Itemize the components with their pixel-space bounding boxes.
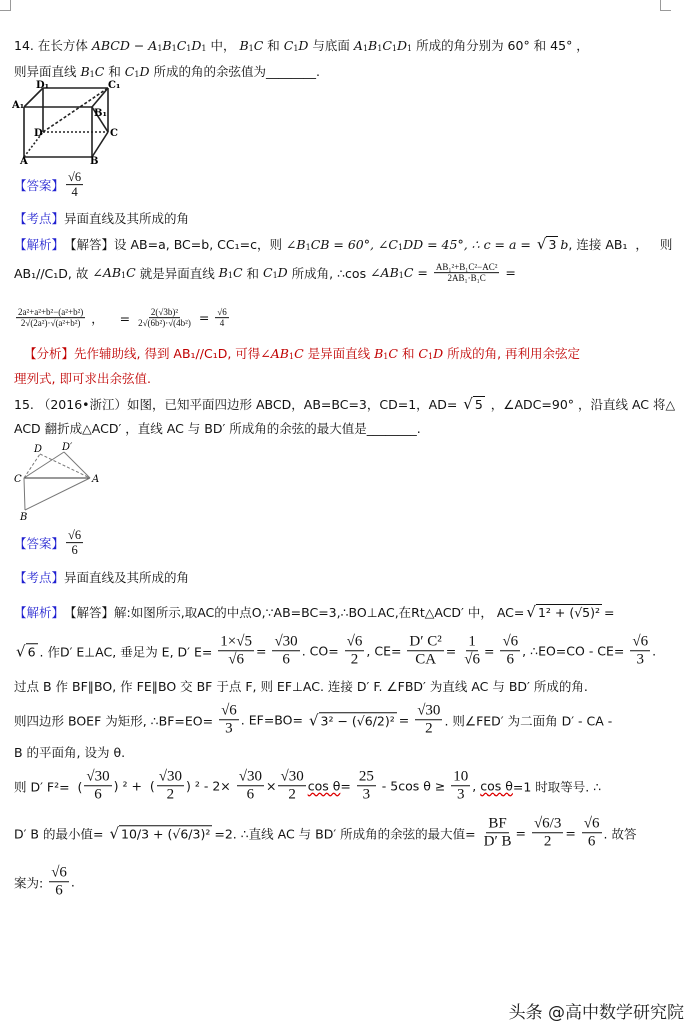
page-corner-mark-left [0, 0, 11, 11]
fraction-denominator: 6 [246, 786, 255, 803]
fraction-numerator: √6 [500, 633, 520, 651]
radicand: 5 [474, 397, 483, 412]
fraction-denominator: 2AB₁·B₁C [447, 273, 486, 284]
q15-question-line-1 [14, 395, 675, 413]
subscript: 1 [305, 242, 311, 252]
text-segment: = [445, 643, 461, 659]
radical-sign-icon: √ [536, 235, 547, 253]
text-segment: 和 [242, 266, 263, 281]
fraction-denominator: 6 [282, 651, 290, 668]
fraction [415, 702, 442, 738]
fraction-denominator: √6 [228, 651, 245, 668]
text-segment: =2. ∴直线 AC 与 BD′ 所成角的余弦的最大值= [214, 826, 480, 841]
text-segment: B 的平面角, 设为 θ. [14, 745, 126, 760]
radicand: 6 [27, 644, 36, 659]
fraction-denominator: 2 [425, 720, 433, 737]
text-segment: × [265, 778, 277, 794]
subscript: 1 [248, 43, 254, 53]
fraction-denominator: 4 [71, 185, 78, 200]
q15-solution-line-1 [14, 603, 615, 621]
text-segment: D′ B 的最小值= [14, 826, 108, 841]
fraction-numerator: 1×√5 [218, 633, 254, 651]
fraction-numerator: √30 [415, 702, 442, 720]
text-segment: . [652, 643, 657, 659]
fraction [582, 815, 602, 851]
text-segment: . 故答 [603, 826, 637, 841]
fraction-numerator: √6 [49, 864, 69, 882]
text-segment: 则四边形 BOEF 为矩形, ∴BF=EO= [14, 713, 218, 728]
text-segment: = [194, 310, 214, 326]
subscript: 1 [171, 43, 177, 53]
radicand: 10/3 + (√6/3)² [121, 826, 211, 841]
square-root [109, 824, 212, 842]
text-segment: ) ² - 2× [186, 778, 235, 794]
text-segment: 和 [397, 346, 419, 361]
subscript: 1 [391, 43, 397, 53]
q14-cuboid-figure [12, 80, 122, 165]
q15-solution-line-6 [14, 768, 601, 804]
text-segment: 过点 B 作 BF∥BO, 作 FE∥BO 交 BF 于点 F, 则 EF⊥AC. 连接 D′ F. ∠FBD′ 为直线 AC 与 BD′ 所成的角. [14, 679, 588, 694]
fraction-denominator: 3 [225, 720, 233, 737]
math-segment: C [253, 37, 264, 53]
fraction-numerator: 1 [466, 633, 478, 651]
section-label: 【解析】 [14, 237, 65, 252]
text-segment: . 则∠FED′ 为二面角 D′ - CA - [444, 713, 613, 728]
label-D1: D₁ [36, 80, 50, 91]
fraction [278, 768, 305, 804]
fraction-numerator: √30 [84, 768, 111, 786]
spellcheck-underlined-text: cos θ [480, 778, 513, 794]
text-segment: 所成的角, 再利用余弦定 [443, 346, 581, 361]
text-segment: 则 D′ F²= ( [14, 779, 83, 794]
text-segment: = [483, 643, 499, 659]
subscript: 1 [227, 271, 233, 281]
fraction-numerator: √6 [630, 633, 650, 651]
fraction-denominator: 6 [55, 882, 63, 899]
section-label: 【考点】 [14, 211, 65, 226]
math-segment: D [191, 37, 202, 53]
math-segment: b [560, 236, 569, 252]
text-segment: = [565, 825, 580, 841]
square-root [537, 235, 559, 253]
subscript: 1 [288, 351, 295, 361]
subscript: 1 [398, 242, 404, 252]
fraction [407, 633, 443, 669]
square-root [309, 711, 397, 729]
text-segment: = [413, 265, 432, 281]
math-segment: C [126, 265, 136, 281]
text-segment: 异面直线及其所成的角 [64, 570, 190, 585]
fraction-denominator: 2 [543, 833, 552, 850]
square-root [463, 395, 485, 413]
q14-analysis-line-1 [24, 344, 580, 362]
section-label: 【解析】 [14, 605, 65, 620]
text-segment: AB₁//C₁D, 故 [14, 266, 93, 281]
fraction [16, 307, 85, 329]
fraction-numerator: √6 [345, 633, 365, 651]
label-B: B [20, 512, 28, 522]
math-segment: ∠AB [260, 345, 289, 361]
radicand: 1² + (√5)² [537, 605, 601, 620]
math-segment: C [283, 37, 294, 53]
subscript: 1 [157, 43, 163, 53]
fraction [532, 815, 563, 851]
text-segment: , [472, 778, 481, 794]
radicand: 3² − (√6/2)² [320, 713, 395, 728]
q15-solution-line-7 [14, 815, 636, 851]
subscript: 1 [383, 351, 389, 361]
subscript: 1 [398, 271, 404, 281]
fraction [136, 307, 193, 329]
text-segment: 【解答】设 AB=a, BC=b, CC₁=c，则 [64, 237, 286, 252]
fraction-numerator: 10 [451, 768, 470, 786]
q14-topic [14, 209, 189, 227]
fraction [66, 170, 83, 200]
text-segment: =1 时取等号. ∴ [512, 779, 602, 794]
label-C1: C₁ [108, 80, 121, 91]
fraction [84, 768, 111, 804]
text-segment: 则异面直线 [14, 64, 81, 79]
spellcheck-underlined-text: cos θ [307, 778, 341, 794]
q15-solution-line-3 [14, 677, 588, 695]
fraction-denominator: 6 [94, 786, 102, 803]
q15-solution-line-2 [14, 633, 656, 669]
fraction-numerator: 25 [357, 768, 376, 786]
text-segment: , CE= [366, 643, 406, 659]
fraction [219, 702, 239, 738]
fraction [157, 768, 184, 804]
fraction-denominator: D′ B [483, 833, 512, 850]
subscript: 1 [293, 43, 299, 53]
fraction [272, 633, 299, 669]
label-C: C [14, 474, 22, 485]
fraction-numerator: √6 [217, 307, 227, 318]
text-segment: = [501, 265, 516, 281]
text-segment: 所成的角的余弦值为________. [149, 64, 320, 79]
math-segment: C [418, 345, 428, 361]
label-C: C [110, 128, 118, 139]
fraction-numerator: AB₁²+B₁C²−AC² [435, 262, 498, 273]
math-segment: ∠AB [370, 265, 399, 281]
subscript: 1 [407, 43, 413, 53]
q15-question-line-2 [14, 419, 421, 437]
math-segment: A [353, 37, 363, 53]
fraction-numerator: √30 [272, 633, 299, 651]
text-segment: 就是异面直线 [135, 266, 219, 281]
math-segment: C [262, 265, 273, 281]
text-segment: = [256, 643, 271, 659]
fraction [462, 633, 482, 669]
math-segment: D [139, 63, 150, 79]
fraction-denominator: 6 [71, 543, 78, 558]
watermark: 头条 @高中数学研究院 [508, 1003, 684, 1023]
math-segment: C [176, 37, 187, 53]
fraction-numerator: 2(√3b)² [150, 307, 179, 318]
text-segment: - 5cos θ ≥ [377, 778, 450, 794]
text-segment: = [604, 604, 615, 620]
subscript: 1 [186, 43, 192, 53]
math-segment: ∠B [285, 236, 306, 252]
text-segment: 中， [206, 38, 240, 53]
subscript: 1 [89, 69, 95, 79]
text-segment: ，∠ADC=90° ，沿直线 AC 将△ [486, 397, 676, 412]
math-segment: C [232, 265, 243, 281]
fraction [49, 864, 69, 900]
text-segment: 和 [104, 64, 125, 79]
math-segment: CB = 60°, ∠C [310, 236, 398, 252]
fraction [215, 307, 228, 329]
text-segment: 【分析】先作辅助线, 得到 AB₁//C₁D, 可得 [24, 346, 261, 361]
label-A: A [20, 156, 28, 165]
q15-quadrilateral-figure [12, 440, 102, 522]
text-segment: 所成的角分别为 60° 和 45° ， [412, 38, 589, 53]
subscript: 1 [134, 69, 140, 79]
math-segment: B [162, 37, 172, 53]
radical-sign-icon: √ [526, 603, 536, 621]
section-label: 【答案】 [14, 536, 65, 551]
q14-solution-line-3 [14, 307, 231, 329]
text-segment: = [340, 778, 355, 794]
text-segment: 理列式, 即可求出余弦值. [14, 371, 151, 386]
text-segment: . [70, 874, 75, 890]
subscript: 1 [272, 271, 278, 281]
q15-solution-line-8 [14, 864, 75, 900]
fraction [630, 633, 650, 669]
q14-question-line-1 [14, 36, 589, 54]
math-segment: B [374, 345, 384, 361]
math-segment: D [298, 37, 309, 53]
text-segment: 和 [263, 38, 284, 53]
fraction-denominator: 2 [350, 651, 359, 668]
q15-solution-line-4 [14, 702, 612, 738]
fraction [500, 633, 520, 669]
fraction-denominator: 3 [457, 786, 465, 803]
q14-solution-line-1 [14, 235, 672, 253]
fraction [434, 262, 500, 284]
text-segment: 案为: [14, 875, 48, 890]
label-D: D [34, 444, 43, 455]
section-label: 【考点】 [14, 570, 65, 585]
math-segment: ABCD − A [91, 37, 158, 53]
text-segment: 15. （2016•浙江）如图，已知平面四边形 ABCD，AB=BC=3，CD=1，AD= [14, 397, 462, 412]
q14-answer [14, 170, 85, 200]
fraction [345, 633, 365, 669]
fraction-denominator: √6 [464, 651, 480, 668]
subscript: 1 [377, 43, 383, 53]
q15-topic [14, 568, 189, 586]
q15-answer [14, 528, 85, 558]
text-segment: 14. 在长方体 [14, 38, 92, 53]
math-segment: C [403, 265, 414, 281]
fraction-numerator: 2a²+a²+b²−(a²+b²) [18, 307, 84, 318]
fraction-denominator: 2√(2a²)·√(a²+b²) [20, 318, 81, 329]
q14-question-line-2 [14, 62, 320, 80]
fraction [451, 768, 470, 804]
label-A1: A₁ [12, 100, 25, 111]
fraction-denominator: 2 [166, 786, 175, 803]
fraction-numerator: √30 [157, 768, 184, 786]
subscript: 1 [428, 351, 434, 361]
radical-sign-icon: √ [109, 824, 119, 842]
text-segment: 与底面 [308, 38, 354, 53]
text-segment: = [398, 712, 414, 728]
text-segment: = [515, 825, 530, 841]
fraction-denominator: 2 [288, 786, 296, 803]
math-segment: B [218, 265, 228, 281]
label-D-prime: D′ [62, 442, 73, 453]
math-segment: D [433, 345, 444, 361]
label-A: A [92, 474, 100, 485]
text-segment: . EF=BO= [240, 712, 307, 728]
section-label: 【答案】 [14, 178, 65, 193]
text-segment: , ∴EO=CO - CE= [522, 643, 629, 659]
fraction-denominator: 2√(6b²)·√(4b²) [138, 318, 191, 329]
fraction-numerator: √6/3 [532, 815, 563, 833]
math-segment: DD = 45°, ∴ c = a = [403, 236, 535, 252]
text-segment: ， = [87, 311, 135, 326]
text-segment: 【解答】解:如图所示,取AC的中点O,∵AB=BC=3,∴BO⊥AC,在Rt△ACD′ 中， AC= [64, 605, 525, 620]
text-segment: . 作D′ E⊥AC, 垂足为 E, D′ E= [39, 644, 217, 659]
page-corner-mark-right [660, 0, 671, 11]
math-segment: B [368, 37, 378, 53]
math-segment: D [277, 265, 288, 281]
fraction [357, 768, 376, 804]
fraction [237, 768, 264, 804]
fraction-numerator: √30 [278, 768, 305, 786]
fraction-numerator: √30 [237, 768, 264, 786]
fraction [482, 815, 514, 851]
square-root [526, 603, 602, 621]
text-segment: ) ² + ( [113, 778, 155, 794]
fraction-numerator: BF [486, 815, 508, 833]
math-segment: C [382, 37, 392, 53]
text-segment: , 连接 AB₁ ， 则 [568, 237, 673, 252]
fraction-numerator: √6 [219, 702, 239, 720]
math-segment: C [94, 63, 105, 79]
text-segment: 所成角, ∴cos [287, 266, 371, 281]
fraction [218, 633, 254, 669]
fraction-denominator: 3 [362, 786, 371, 803]
text-segment: 是异面直线 [303, 346, 375, 361]
fraction-denominator: 3 [636, 651, 644, 668]
math-segment: D [396, 37, 408, 53]
subscript: 1 [362, 43, 369, 53]
math-segment: C [294, 345, 304, 361]
fraction-denominator: 6 [506, 651, 515, 668]
fraction [66, 528, 83, 558]
q15-solution-line-5 [14, 743, 125, 761]
radicand: 3 [548, 237, 557, 252]
fraction-numerator: √6 [582, 815, 602, 833]
text-segment: . CO= [301, 643, 343, 659]
q14-solution-line-2 [14, 262, 516, 284]
fraction-numerator: √6 [68, 528, 82, 543]
math-segment: B [80, 63, 90, 79]
subscript: 1 [201, 43, 207, 53]
radical-sign-icon: √ [16, 642, 26, 660]
fraction-denominator: CA [415, 651, 437, 668]
radical-sign-icon: √ [463, 395, 473, 413]
math-segment: ∠AB [92, 265, 122, 281]
fraction-numerator: D′ C² [407, 633, 443, 651]
label-D: D [34, 128, 43, 139]
fraction-numerator: √6 [68, 170, 82, 185]
subscript: 1 [121, 271, 127, 281]
math-segment: B [239, 37, 249, 53]
math-segment: C [124, 63, 135, 79]
label-B1: B₁ [94, 108, 107, 119]
math-segment: C [388, 345, 398, 361]
square-root [16, 642, 38, 660]
radical-sign-icon: √ [308, 711, 319, 729]
text-segment: 异面直线及其所成的角 [64, 211, 190, 226]
text-segment: ACD 翻折成△ACD′ ，直线 AC 与 BD′ 所成角的余弦的最大值是________. [14, 421, 421, 436]
label-B: B [90, 156, 99, 165]
q14-analysis-line-2 [14, 369, 151, 387]
fraction-denominator: 4 [219, 318, 225, 329]
fraction-denominator: 6 [587, 833, 596, 850]
